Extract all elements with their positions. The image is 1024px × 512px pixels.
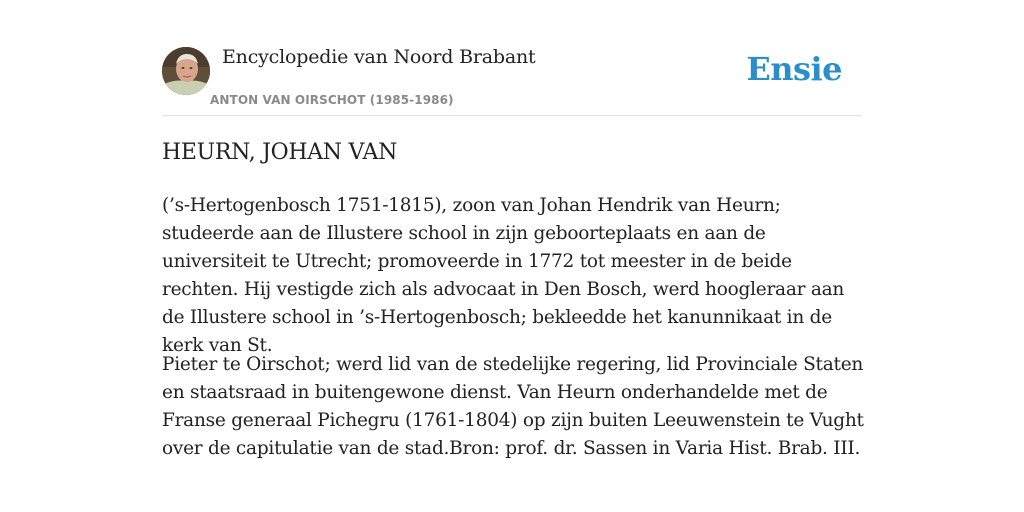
article-paragraph-2: Pieter te Oirschot; werd lid van de stedelijke regering, lid Provinciale Staten en staatsraad in buitengewone dienst. Van Heurn onderhandelde met de Franse generaal Pichegru (1761-1804) op zijn buiten Leeuwenstein te Vught over de capitulatie van de stad.Bron: prof. dr. Sassen in Varia Hist. Brab. III. (162, 354, 864, 459)
article-headword: HEURN, JOHAN VAN (162, 140, 398, 165)
publication-title[interactable]: Encyclopedie van Noord Brabant (222, 46, 536, 68)
article-page (162, 0, 864, 459)
author-portrait-icon (162, 47, 210, 95)
page-header (162, 0, 862, 116)
author-name[interactable]: ANTON VAN OIRSCHOT (1985-1986) (210, 93, 454, 107)
ensie-logo[interactable]: Ensie (746, 50, 842, 88)
article-paragraph-1: (’s-Hertogenbosch 1751-1815), zoon van Johan Hendrik van Heurn; studeerde aan de Illustere school in zijn geboorteplaats en aan de universiteit te Utrecht; promoveerde in 1772 tot meester in de beide rechten. Hij vestigde zich als advocaat in Den Bosch, werd hoogleraar aan de Illustere school in ’s-Hertogenbosch; bekleedde het kanunnikaat in de kerk van St. (162, 195, 845, 356)
author-avatar[interactable] (162, 47, 210, 95)
